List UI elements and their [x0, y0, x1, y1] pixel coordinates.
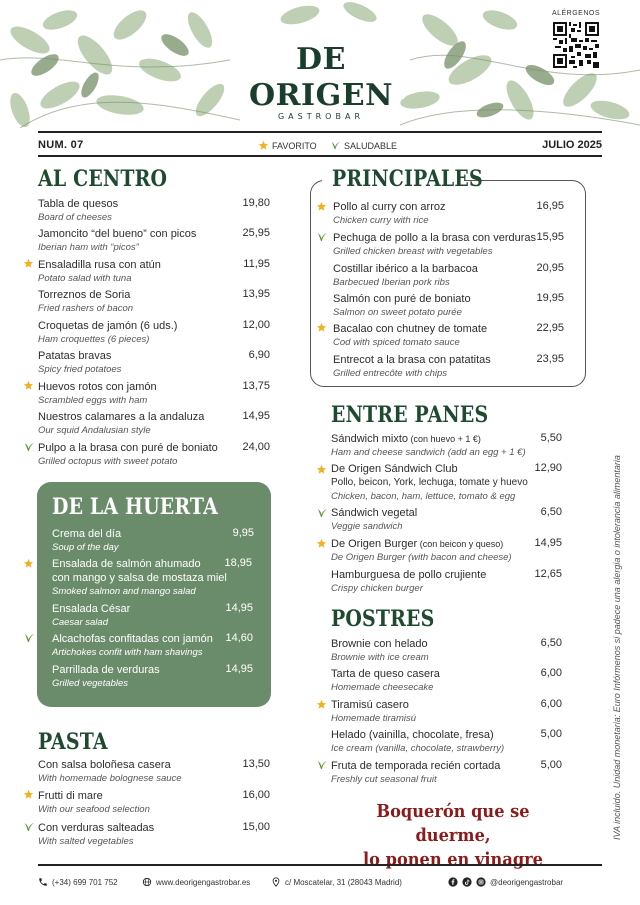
menu-item: Torreznos de Soria Fried rashers of bacon 13,95 [38, 288, 270, 314]
menu-item: Croquetas de jamón (6 uds.) Ham croquettes (6 pieces) 12,00 [38, 319, 270, 345]
menu-item: Jamoncito “del bueno” con picos Iberian ham with “picos” 25,95 [38, 227, 270, 253]
menu-item: Fruta de temporada recién cortada Freshly cut seasonal fruit 5,00 [331, 759, 562, 785]
menu-item: Tabla de quesos Board of cheeses 19,80 [38, 197, 270, 223]
header-banner [0, 0, 640, 128]
menu-item: Costillar ibérico a la barbacoa Barbecued Iberian pork ribs 20,95 [333, 262, 564, 288]
slogan: Boquerón que se duerme, lo ponen en vinagre [363, 801, 543, 870]
menu-item: Tarta de queso casera Homemade cheesecake 6,00 [331, 667, 562, 693]
globe-icon [142, 877, 152, 889]
location-pin-icon [271, 877, 281, 889]
menu-item: Ensalada de salmón ahumado con mango y salsa de mostaza miel Smoked salmon and mango salad 18,95 [52, 557, 252, 597]
info-bar [38, 131, 602, 157]
menu-item: Con salsa boloñesa casera With homemade bolognese sauce 13,50 [38, 758, 270, 784]
favorite-star-icon [23, 558, 34, 569]
healthy-leaf-icon [23, 441, 35, 453]
legend-healthy: SALUDABLE [330, 140, 397, 153]
brand-subtitle: GASTROBAR [277, 112, 364, 121]
menu-item: Tiramisú casero Homemade tiramisú 6,00 [331, 698, 562, 724]
menu-item: Crema del día Soup of the day 9,95 [52, 527, 254, 553]
footer [38, 864, 602, 894]
leaf-icon [330, 140, 341, 153]
menu-item: Bacalao con chutney de tomate Cod with spiced tomato sauce 22,95 [333, 322, 564, 348]
issue-number: NUM. 07 [38, 139, 84, 151]
footer-social[interactable]: @deorigengastrobar [448, 877, 563, 889]
healthy-leaf-icon [23, 821, 35, 833]
menu-item: Helado (vainilla, chocolate, fresa) Ice cream (vanilla, chocolate, strawberry) 5,00 [331, 728, 562, 754]
menu-item: Salmón con puré de boniato Salmon on sweet potato purée 19,95 [333, 292, 564, 318]
section-title-de-la-huerta: DE LA HUERTA [52, 494, 218, 520]
menu-item: Frutti di mare With our seafood selection 16,00 [38, 789, 270, 815]
brand-name: DE ORIGEN [248, 42, 393, 113]
menu-item: Sándwich vegetal Veggie sandwich 6,50 [331, 506, 562, 532]
menu-item: Pulpo a la brasa con puré de boniato Grilled octopus with sweet potato 24,00 [38, 441, 270, 467]
menu-item: Nuestros calamares a la andaluza Our squid Andalusian style 14,95 [38, 410, 270, 436]
star-icon [258, 140, 269, 153]
menu-item: Pollo al curry con arroz Chicken curry with rice 16,95 [333, 200, 564, 226]
menu-item: Huevos rotos con jamón Scrambled eggs with ham 13,75 [38, 380, 270, 406]
healthy-leaf-icon [23, 632, 35, 644]
footer-phone[interactable]: (+34) 699 701 752 [38, 877, 118, 889]
footer-website[interactable]: www.deorigengastrobar.es [142, 877, 250, 889]
favorite-star-icon [23, 380, 34, 391]
legend-favorite: FAVORITO [258, 140, 317, 153]
allergens-label: ALÉRGENOS [551, 10, 601, 17]
allergens-qr-code[interactable] [553, 22, 599, 68]
menu-item: Parrillada de verduras Grilled vegetables 14,95 [52, 663, 253, 689]
menu-item: Patatas bravas Spicy fried potatoes 6,90 [38, 349, 270, 375]
phone-icon [38, 877, 48, 889]
section-title-pasta: PASTA [38, 729, 108, 755]
menu-item: Brownie con helado Brownie with ice cream 6,50 [331, 637, 562, 663]
menu-item: Alcachofas confitadas con jamón Artichokes confit with ham shavings 14,60 [52, 632, 253, 658]
menu-item: Pechuga de pollo a la brasa con verduras Grilled chicken breast with vegetables 15,95 [333, 231, 564, 257]
section-title-postres: POSTRES [331, 606, 435, 632]
favorite-star-icon [316, 322, 327, 333]
favorite-star-icon [316, 699, 327, 710]
brand-logo [232, 42, 410, 121]
menu-item: Hamburguesa de pollo crujiente Crispy chicken burger 12,65 [331, 568, 562, 594]
menu-item: De Origen Burger (con beicon y queso) De Origen Burger (with bacon and cheese) 14,95 [331, 537, 562, 563]
tiktok-icon [462, 877, 472, 889]
section-title-entre-panes: ENTRE PANES [331, 402, 489, 428]
healthy-leaf-icon [316, 231, 328, 243]
instagram-icon [476, 877, 486, 889]
healthy-leaf-icon [316, 507, 328, 519]
side-legal-note: IVA incluido. Unidad monetaria: Euro Infórmenos si padece una alergia o intolerancia alimentaria [612, 455, 622, 840]
favorite-star-icon [23, 789, 34, 800]
section-title-principales: PRINCIPALES [332, 166, 483, 192]
section-title-al-centro: AL CENTRO [38, 166, 168, 192]
footer-address: c/ Moscatelar, 31 (28043 Madrid) [271, 877, 402, 889]
favorite-star-icon [23, 258, 34, 269]
menu-item: Sándwich mixto (con huevo + 1 €) Ham and cheese sandwich (add an egg + 1 €) 5,50 [331, 432, 562, 458]
favorite-star-icon [316, 464, 327, 475]
menu-item: Ensaladilla rusa con atún Potato salad with tuna 11,95 [38, 258, 270, 284]
menu-item: De Origen Sándwich Club Pollo, beicon, York, lechuga, tomate y huevo Chicken, bacon, ham, lettuce, tomato & egg 12,90 [331, 462, 562, 502]
menu-date: JULIO 2025 [542, 139, 602, 151]
menu-item: Ensalada César Caesar salad 14,95 [52, 602, 253, 628]
healthy-leaf-icon [316, 759, 328, 771]
favorite-star-icon [316, 538, 327, 549]
favorite-star-icon [316, 201, 327, 212]
menu-item: Entrecot a la brasa con patatitas Grilled entrecôte with chips 23,95 [333, 353, 564, 379]
menu-item: Con verduras salteadas With salted vegetables 15,00 [38, 821, 270, 847]
facebook-icon [448, 877, 458, 889]
